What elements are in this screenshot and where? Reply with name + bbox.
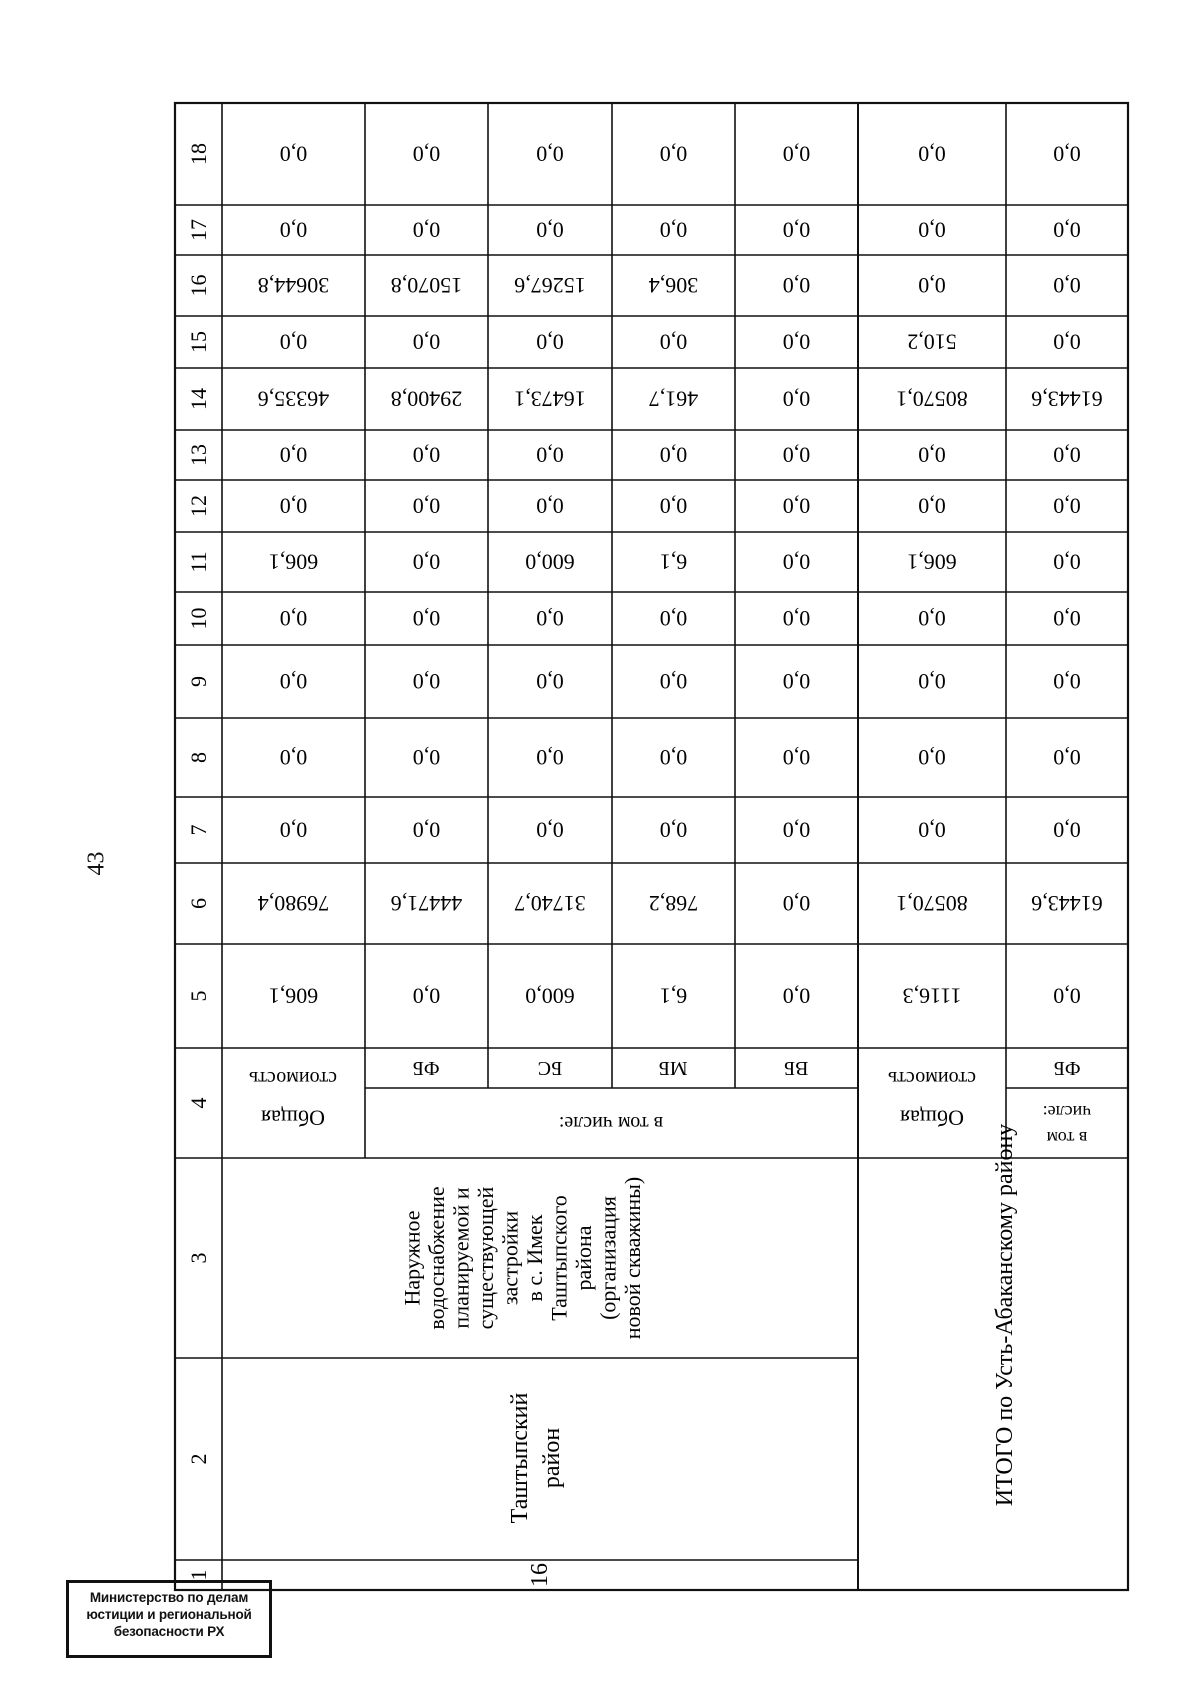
row-label: ФБ [1053,1057,1081,1079]
column-number: 3 [186,1252,211,1264]
cell-value: 0,0 [782,606,811,631]
entry-description: Наружное [399,1210,425,1306]
row-label: ВБ [783,1057,809,1079]
cell-value: 0,0 [279,329,308,355]
column-number: 16 [186,274,211,297]
row-label: МБ [658,1057,688,1079]
cell-value: 0,0 [536,817,564,843]
cell-value: 0,0 [279,141,308,167]
cell-value: 29400,8 [390,386,463,412]
cell-value: 0,0 [918,442,946,468]
cell-value: 606,1 [268,983,319,1009]
cell-value: 0,0 [918,141,946,167]
cell-value: 0,0 [412,141,441,167]
cell-value: 80570,1 [896,891,968,916]
cell-value: 0,0 [1053,442,1081,468]
cell-value: 606,1 [268,549,319,575]
column-number: 8 [186,752,211,763]
row-label: Общая [261,1105,325,1131]
cell-value: 0,0 [412,217,441,243]
column-number: 18 [186,143,211,165]
cell-value: 0,0 [659,606,688,631]
column-number: 15 [186,331,211,353]
stamp-line: безопасности РХ [113,1624,225,1639]
page-number: 43 [83,851,110,876]
cell-value: 30644,8 [257,273,330,298]
cell-value: 0,0 [782,669,811,694]
cell-value: 0,0 [536,493,564,519]
cell-value: 15070,8 [390,273,463,298]
row-label: БС [537,1057,563,1079]
entry-description: района [571,1225,596,1291]
cell-value: 0,0 [1053,549,1081,575]
row-label: Общая [900,1105,964,1131]
entry-description: новой скважины) [620,1176,645,1340]
cell-value: 0,0 [536,141,564,167]
cell-value: 0,0 [782,745,811,770]
cell-value: 61443,6 [1031,386,1103,412]
cell-value: 0,0 [659,329,688,355]
budget-table [175,103,1128,1590]
cell-value: 46335,6 [257,386,330,412]
entry-district: район [539,1427,565,1489]
cell-value: 0,0 [412,329,441,355]
entry-description: застройки [497,1210,523,1306]
cell-value: 0,0 [782,386,811,412]
column-number: 10 [186,607,211,630]
stamp-line: юстиции и региональной [86,1607,252,1622]
cell-value: 0,0 [782,141,811,167]
column-number: 12 [186,495,211,517]
column-number: 7 [186,824,211,836]
cell-value: 0,0 [279,442,308,468]
cell-value: 0,0 [536,606,564,631]
cell-value: 80570,1 [896,386,968,412]
cell-value: 0,0 [782,817,811,843]
entry-description: Таштыпского [546,1195,572,1321]
cell-value: 0,0 [659,141,688,167]
cell-value: 76980,4 [257,891,330,916]
cell-value: 0,0 [412,669,441,694]
entry-description: (организация [595,1196,621,1320]
cell-value: 0,0 [536,329,564,355]
cell-value: 0,0 [782,493,811,519]
entry-district: Таштыпский [507,1392,533,1524]
cell-value: 0,0 [412,549,441,575]
cell-value: 0,0 [1053,669,1081,694]
row-label: ФБ [412,1057,440,1079]
cell-value: 6,1 [659,549,688,575]
cell-value: 0,0 [279,606,308,631]
cell-value: 0,0 [1053,141,1081,167]
cell-value: 0,0 [279,817,308,843]
cell-value: 0,0 [536,217,564,243]
cell-value: 0,0 [412,983,441,1009]
cell-value: 0,0 [659,817,688,843]
cell-value: 0,0 [659,442,688,468]
cell-value: 600,0 [525,983,575,1009]
cell-value: 0,0 [918,606,946,631]
cell-value: 0,0 [659,745,688,770]
cell-value: 0,0 [279,669,308,694]
row-label: в том числе: [558,1112,664,1134]
cell-value: 0,0 [782,217,811,243]
cell-value: 0,0 [782,549,811,575]
cell-value: 600,0 [525,549,575,575]
column-number: 4 [186,1097,211,1109]
cell-value: 0,0 [1053,273,1081,298]
cell-value: 0,0 [918,745,946,770]
cell-value: 0,0 [412,817,441,843]
cell-value: 0,0 [1053,606,1081,631]
cell-value: 0,0 [412,442,441,468]
cell-value: 0,0 [1053,493,1081,519]
row-label: стоимость [249,1067,337,1089]
cell-value: 0,0 [918,273,946,298]
cell-value: 0,0 [536,442,564,468]
cell-value: 0,0 [659,493,688,519]
cell-value: 16473,1 [514,386,586,412]
entry-description: существующей [473,1186,498,1330]
row-label: в том [1046,1128,1088,1148]
cell-value: 0,0 [782,329,811,355]
entry-description: в с. Имек [522,1214,547,1302]
row-label: стоимость [888,1067,976,1089]
cell-value: 606,1 [907,549,957,575]
cell-value: 0,0 [1053,329,1081,355]
cell-value: 0,0 [918,493,946,519]
entry-description: планируемой и [448,1187,474,1329]
cell-value: 0,0 [659,217,688,243]
cell-value: 0,0 [918,217,946,243]
cell-value: 0,0 [412,493,441,519]
column-number: 11 [186,551,211,573]
cell-value: 0,0 [536,745,564,770]
cell-value: 61443,6 [1031,891,1103,916]
cell-value: 0,0 [918,669,946,694]
entry-description: водоснабжение [424,1186,449,1330]
column-number: 6 [186,898,211,909]
column-number: 5 [186,990,211,1002]
total-label: ИТОГО по Усть-Абаканскому району [992,1123,1018,1507]
cell-value: 0,0 [412,606,441,631]
cell-value: 44471,6 [390,891,463,916]
cell-value: 15267,6 [514,273,586,298]
cell-value: 0,0 [659,669,688,694]
column-number: 1 [186,1569,211,1581]
row-label: числе: [1042,1102,1092,1122]
column-number: 13 [186,444,211,466]
cell-value: 0,0 [782,442,811,468]
cell-value: 0,0 [279,493,308,519]
cell-value: 461,7 [648,386,699,412]
cell-value: 306,4 [648,273,699,298]
cell-value: 0,0 [1053,745,1081,770]
cell-value: 0,0 [782,983,811,1009]
cell-value: 0,0 [1053,983,1081,1009]
cell-value: 768,2 [648,891,699,916]
registration-stamp [66,1580,272,1658]
column-number: 9 [186,676,211,687]
cell-value: 0,0 [918,817,946,843]
cell-value: 0,0 [279,217,308,243]
cell-value: 0,0 [279,745,308,770]
cell-value: 0,0 [1053,817,1081,843]
cell-value: 1116,3 [902,983,962,1009]
cell-value: 0,0 [782,273,811,298]
cell-value: 510,2 [907,329,957,355]
column-number: 14 [186,388,211,410]
cell-value: 0,0 [536,669,564,694]
stamp-line: Министерство по делам [89,1590,249,1605]
cell-value: 0,0 [412,745,441,770]
table-border [175,103,1128,1590]
cell-value: 31740,7 [514,891,586,916]
cell-value: 6,1 [659,983,688,1009]
column-number: 17 [186,219,211,241]
entry-number: 16 [527,1563,553,1587]
cell-value: 0,0 [782,891,811,916]
cell-value: 0,0 [1053,217,1081,243]
column-number: 2 [186,1453,211,1465]
